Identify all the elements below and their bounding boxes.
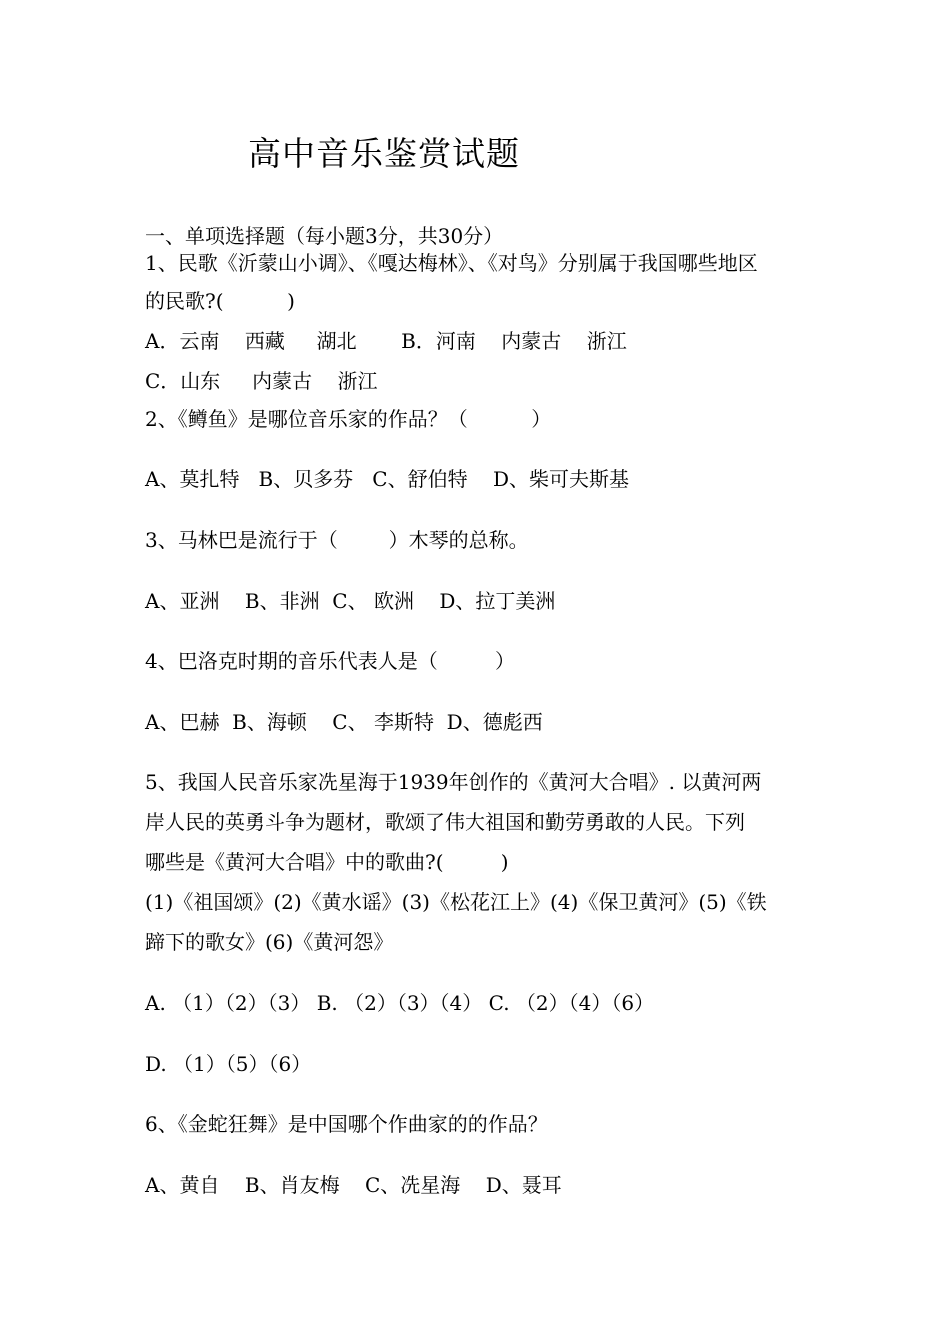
question-4-stem: 4、巴洛克时期的音乐代表人是（ ）: [145, 649, 515, 673]
question-4-options: A、巴赫 B、海顿 C、 李斯特 D、德彪西: [145, 710, 543, 734]
question-5-stem-line-5: 蹄下的歌女》(6)《黄河怨》: [145, 930, 394, 954]
question-6-stem: 6、《金蛇狂舞》是中国哪个作曲家的的作品？: [145, 1112, 548, 1136]
question-6-options: A、黄自 B、肖友梅 C、冼星海 D、聂耳: [145, 1173, 562, 1197]
question-5-options-line-2: D. （1）（5）（6）: [145, 1052, 312, 1076]
question-5-stem-line-1: 5、我国人民音乐家冼星海于1939年创作的《黄河大合唱》. 以黄河两: [145, 770, 762, 794]
question-5-stem-line-2: 岸人民的英勇斗争为题材，歌颂了伟大祖国和勤劳勇敢的人民。下列: [145, 810, 745, 834]
question-3-options: A、亚洲 B、非洲 C、 欧洲 D、拉丁美洲: [145, 589, 556, 613]
question-5-stem-line-3: 哪些是《黄河大合唱》中的歌曲?( ): [145, 850, 509, 874]
question-5-options-line-1: A. （1）（2）（3） B. （2）（3）（4） C. （2）（4）（6）: [145, 991, 655, 1015]
question-1-stem-line-2: 的民歌?( ): [145, 289, 295, 313]
document-title: 高中音乐鉴赏试题: [248, 134, 520, 173]
question-2-stem: 2、《鳟鱼》是哪位音乐家的作品？（ ）: [145, 407, 552, 431]
question-2-options: A、莫扎特 B、贝多芬 C、舒伯特 D、柴可夫斯基: [145, 467, 630, 491]
section-heading: 一、单项选择题（每小题3分，共30分）: [145, 224, 504, 248]
question-3-stem: 3、马林巴是流行于（ ）木琴的总称。: [145, 528, 529, 552]
question-1-stem-line-1: 1、民歌《沂蒙山小调》、《嘎达梅林》、《对鸟》分别属于我国哪些地区: [145, 251, 758, 275]
question-1-options-line-2: C．山东 内蒙古 浙江: [145, 369, 378, 393]
question-1-options-line-1: A．云南 西藏 湖北 B．河南 内蒙古 浙江: [145, 329, 627, 353]
question-5-stem-line-4: (1)《祖国颂》(2)《黄水谣》(3)《松花江上》(4)《保卫黄河》(5)《铁: [145, 890, 767, 914]
